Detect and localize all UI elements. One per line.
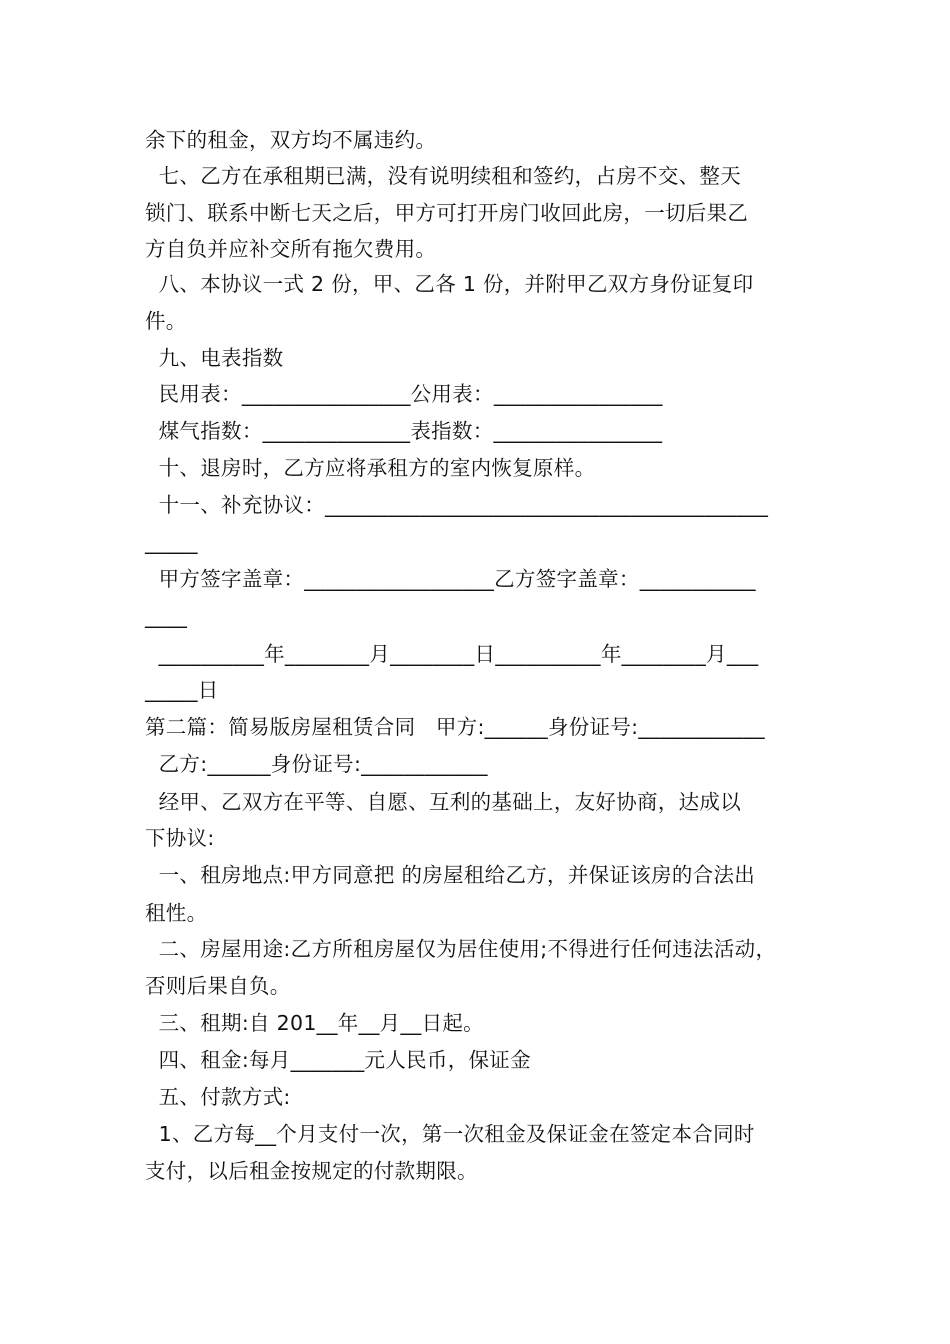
text-line: 七、乙方在承租期已满，没有说明续租和签约，占房不交、整天 bbox=[145, 164, 742, 188]
text-line: 件。 bbox=[145, 309, 187, 333]
text-line: 十、退房时，乙方应将承租方的室内恢复原样。 bbox=[145, 456, 596, 480]
text-line: 租性。 bbox=[145, 901, 208, 925]
text-line: 经甲、乙双方在平等、自愿、互利的基础上，友好协商，达成以 bbox=[145, 790, 742, 814]
text-line: 二、房屋用途:乙方所租房屋仅为居住使用;不得进行任何违法活动， bbox=[145, 937, 777, 961]
text-line: 下协议: bbox=[145, 826, 215, 850]
text-line: __________年________月________日__________年________月___ bbox=[145, 642, 759, 666]
text-line: 八、本协议一式 2 份，甲、乙各 1 份，并附甲乙双方身份证复印 bbox=[145, 272, 754, 296]
text-line: 一、租房地点:甲方同意把 的房屋租给乙方，并保证该房的合法出 bbox=[145, 863, 756, 887]
text-line: 十一、补充协议：__________________________________________ bbox=[145, 493, 769, 517]
text-line: 四、租金:每月_______元人民币，保证金 bbox=[145, 1048, 531, 1072]
text-line: 否则后果自负。 bbox=[145, 974, 291, 998]
text-line: 第二篇：简易版房屋租赁合同 甲方:______身份证号:____________ bbox=[145, 715, 765, 739]
text-line: 乙方:______身份证号:____________ bbox=[145, 752, 488, 776]
text-line: 九、电表指数 bbox=[145, 346, 284, 370]
text-line: 甲方签字盖章：__________________乙方签字盖章：___________ bbox=[145, 567, 756, 591]
text-line: _____ bbox=[145, 530, 198, 554]
text-line: 三、租期:自 201__年__月__日起。 bbox=[145, 1011, 484, 1035]
text-line: 支付，以后租金按规定的付款期限。 bbox=[145, 1159, 478, 1183]
text-line: 余下的租金，双方均不属违约。 bbox=[145, 128, 437, 152]
text-line: 五、付款方式: bbox=[145, 1085, 291, 1109]
text-line: _____日 bbox=[145, 678, 219, 702]
text-line: 1、乙方每__个月支付一次，第一次租金及保证金在签定本合同时 bbox=[145, 1122, 755, 1146]
text-line: 锁门、联系中断七天之后，甲方可打开房门收回此房，一切后果乙 bbox=[145, 201, 749, 225]
text-line: ____ bbox=[145, 604, 188, 628]
text-line: 煤气指数：______________表指数：________________ bbox=[145, 419, 663, 443]
text-line: 民用表：________________公用表：________________ bbox=[145, 382, 663, 406]
text-line: 方自负并应补交所有拖欠费用。 bbox=[145, 237, 437, 261]
